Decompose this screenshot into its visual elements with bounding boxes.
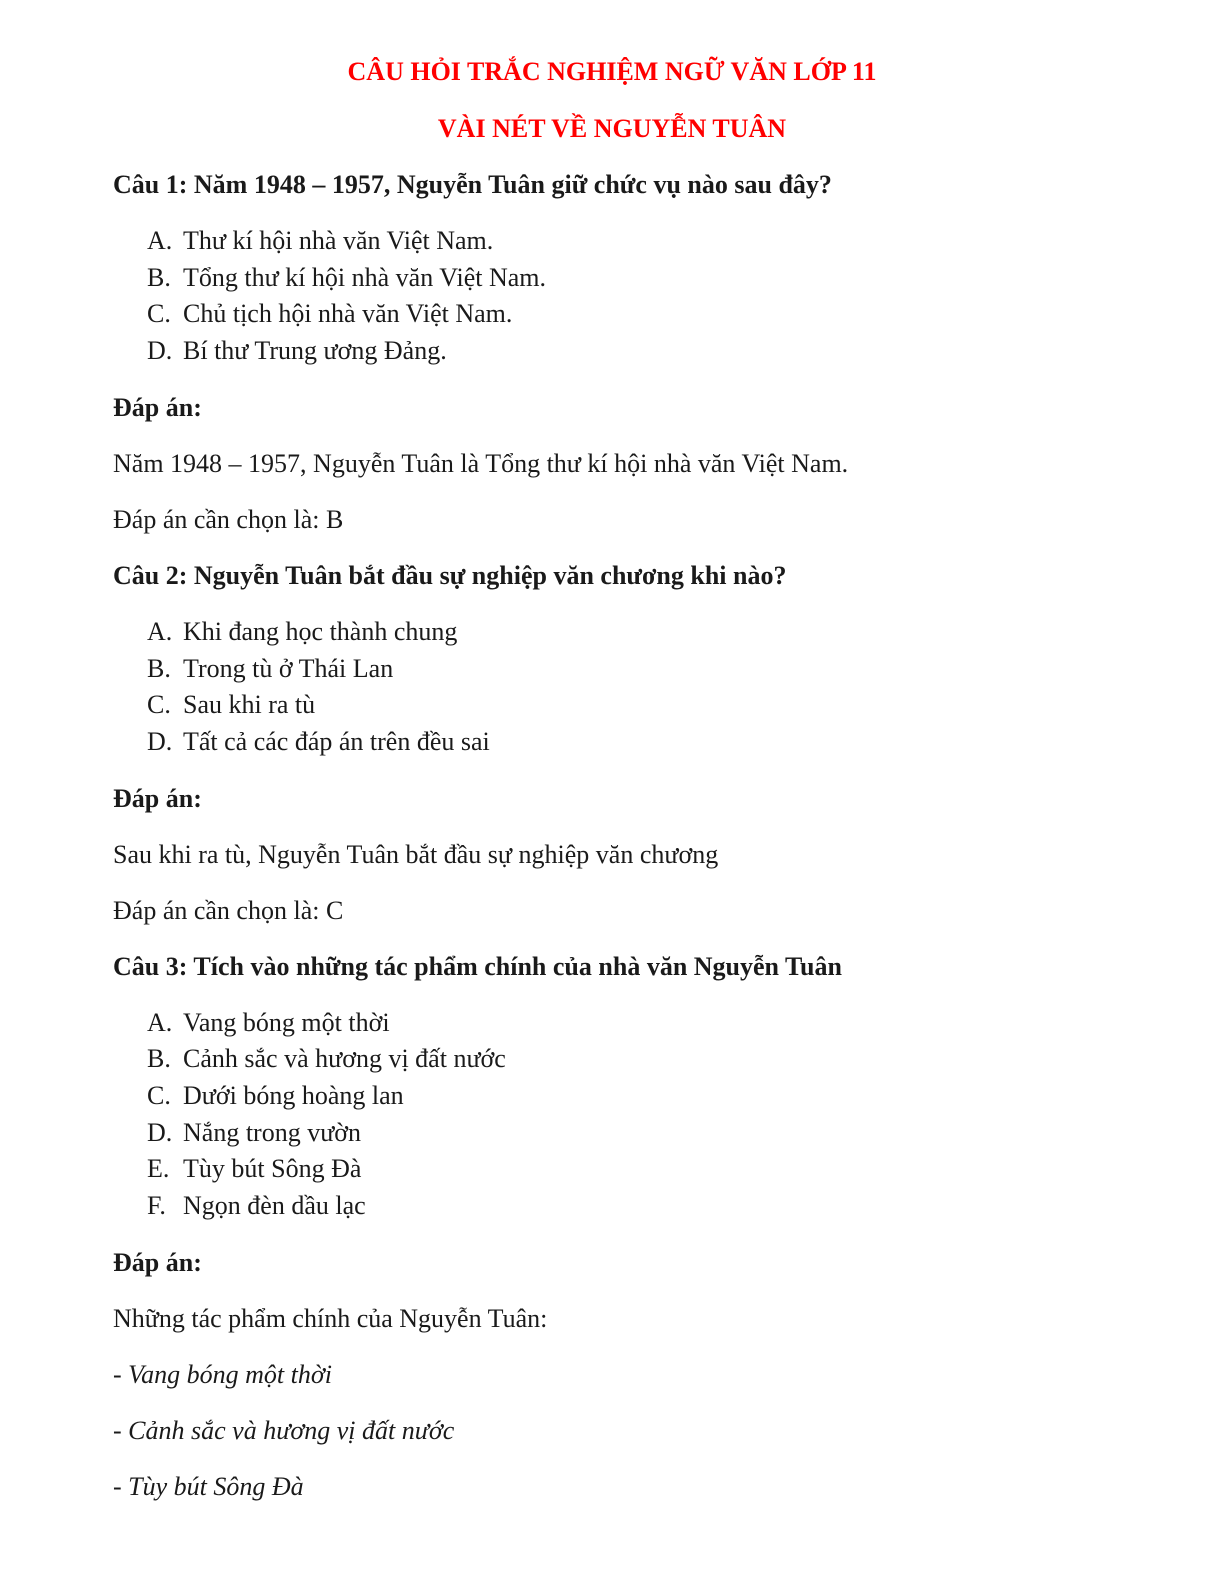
option-a [113, 223, 1113, 260]
option-text: Nắng trong vườn [183, 1117, 362, 1147]
option-e [113, 1151, 1113, 1188]
option-letter: A. [147, 1007, 173, 1037]
option-letter: B. [147, 262, 171, 292]
question-title: Câu 3: Tích vào những tác phẩm chính của nhà văn Nguyễn Tuân [113, 951, 842, 981]
option-text: Bí thư Trung ương Đảng. [183, 336, 447, 366]
work-item: - Vang bóng một thời [113, 1359, 332, 1389]
option-letter: B. [147, 1044, 171, 1074]
option-letter: A. [147, 226, 173, 255]
option-letter: A. [147, 616, 173, 646]
option-letter: D. [147, 1117, 173, 1147]
options-list [113, 223, 1113, 370]
question-2 [113, 558, 1113, 929]
option-text: Dưới bóng hoàng lan [183, 1081, 404, 1111]
option-letter: D. [147, 336, 173, 366]
document-body [113, 167, 1113, 1525]
answer-label: Đáp án: [113, 392, 202, 422]
work-item: - Cảnh sắc và hương vị đất nước [113, 1415, 455, 1445]
option-text: Tùy bút Sông Đà [183, 1154, 362, 1184]
answer-explanation: Năm 1948 – 1957, Nguyễn Tuân là Tổng thư kí hội nhà văn Việt Nam. [113, 448, 849, 478]
option-letter: E. [147, 1154, 170, 1184]
options-list [113, 614, 1113, 761]
answer-choice: Đáp án cần chọn là: C [113, 895, 344, 925]
option-d [113, 333, 1113, 370]
answer-label: Đáp án: [113, 1247, 202, 1277]
option-letter: D. [147, 726, 173, 756]
option-text: Tổng thư kí hội nhà văn Việt Nam. [183, 262, 546, 292]
option-text: Trong tù ở Thái Lan [183, 653, 394, 683]
question-3 [113, 949, 1113, 1505]
option-b [113, 651, 1113, 688]
work-item: - Tùy bút Sông Đà [113, 1471, 304, 1501]
option-letter: F. [147, 1191, 166, 1221]
question-title: Câu 1: Năm 1948 – 1957, Nguyễn Tuân giữ chức vụ nào sau đây? [113, 170, 832, 199]
option-d [113, 724, 1113, 761]
option-letter: C. [147, 1081, 171, 1111]
answer-explanation: Những tác phẩm chính của Nguyễn Tuân: [113, 1303, 548, 1333]
option-letter: C. [147, 299, 171, 329]
option-letter: C. [147, 690, 171, 720]
document-title: CÂU HỎI TRẮC NGHIỆM NGỮ VĂN LỚP 11 [347, 57, 877, 86]
option-letter: B. [147, 653, 171, 683]
option-text: Ngọn đèn dầu lạc [183, 1191, 366, 1221]
option-b [113, 1041, 1113, 1078]
option-c [113, 296, 1113, 333]
option-a [113, 614, 1113, 651]
option-text: Vang bóng một thời [183, 1007, 390, 1037]
option-c [113, 687, 1113, 724]
option-a [113, 1005, 1113, 1042]
option-text: Khi đang học thành chung [183, 616, 458, 646]
option-d [113, 1115, 1113, 1152]
option-f [113, 1188, 1113, 1225]
document-subtitle: VÀI NÉT VỀ NGUYỄN TUÂN [437, 114, 787, 143]
question-1 [113, 167, 1113, 538]
option-text: Sau khi ra tù [183, 690, 316, 720]
options-list [113, 1005, 1113, 1225]
option-text: Chủ tịch hội nhà văn Việt Nam. [183, 299, 513, 329]
option-text: Thư kí hội nhà văn Việt Nam. [183, 226, 494, 255]
option-b [113, 260, 1113, 297]
answer-explanation: Sau khi ra tù, Nguyễn Tuân bắt đầu sự nghiệp văn chương [113, 839, 719, 869]
option-text: Tất cả các đáp án trên đều sai [183, 726, 490, 756]
answer-label: Đáp án: [113, 783, 202, 813]
option-text: Cảnh sắc và hương vị đất nước [183, 1044, 506, 1074]
option-c [113, 1078, 1113, 1115]
question-title: Câu 2: Nguyễn Tuân bắt đầu sự nghiệp văn chương khi nào? [113, 560, 787, 590]
answer-choice: Đáp án cần chọn là: B [113, 504, 344, 534]
